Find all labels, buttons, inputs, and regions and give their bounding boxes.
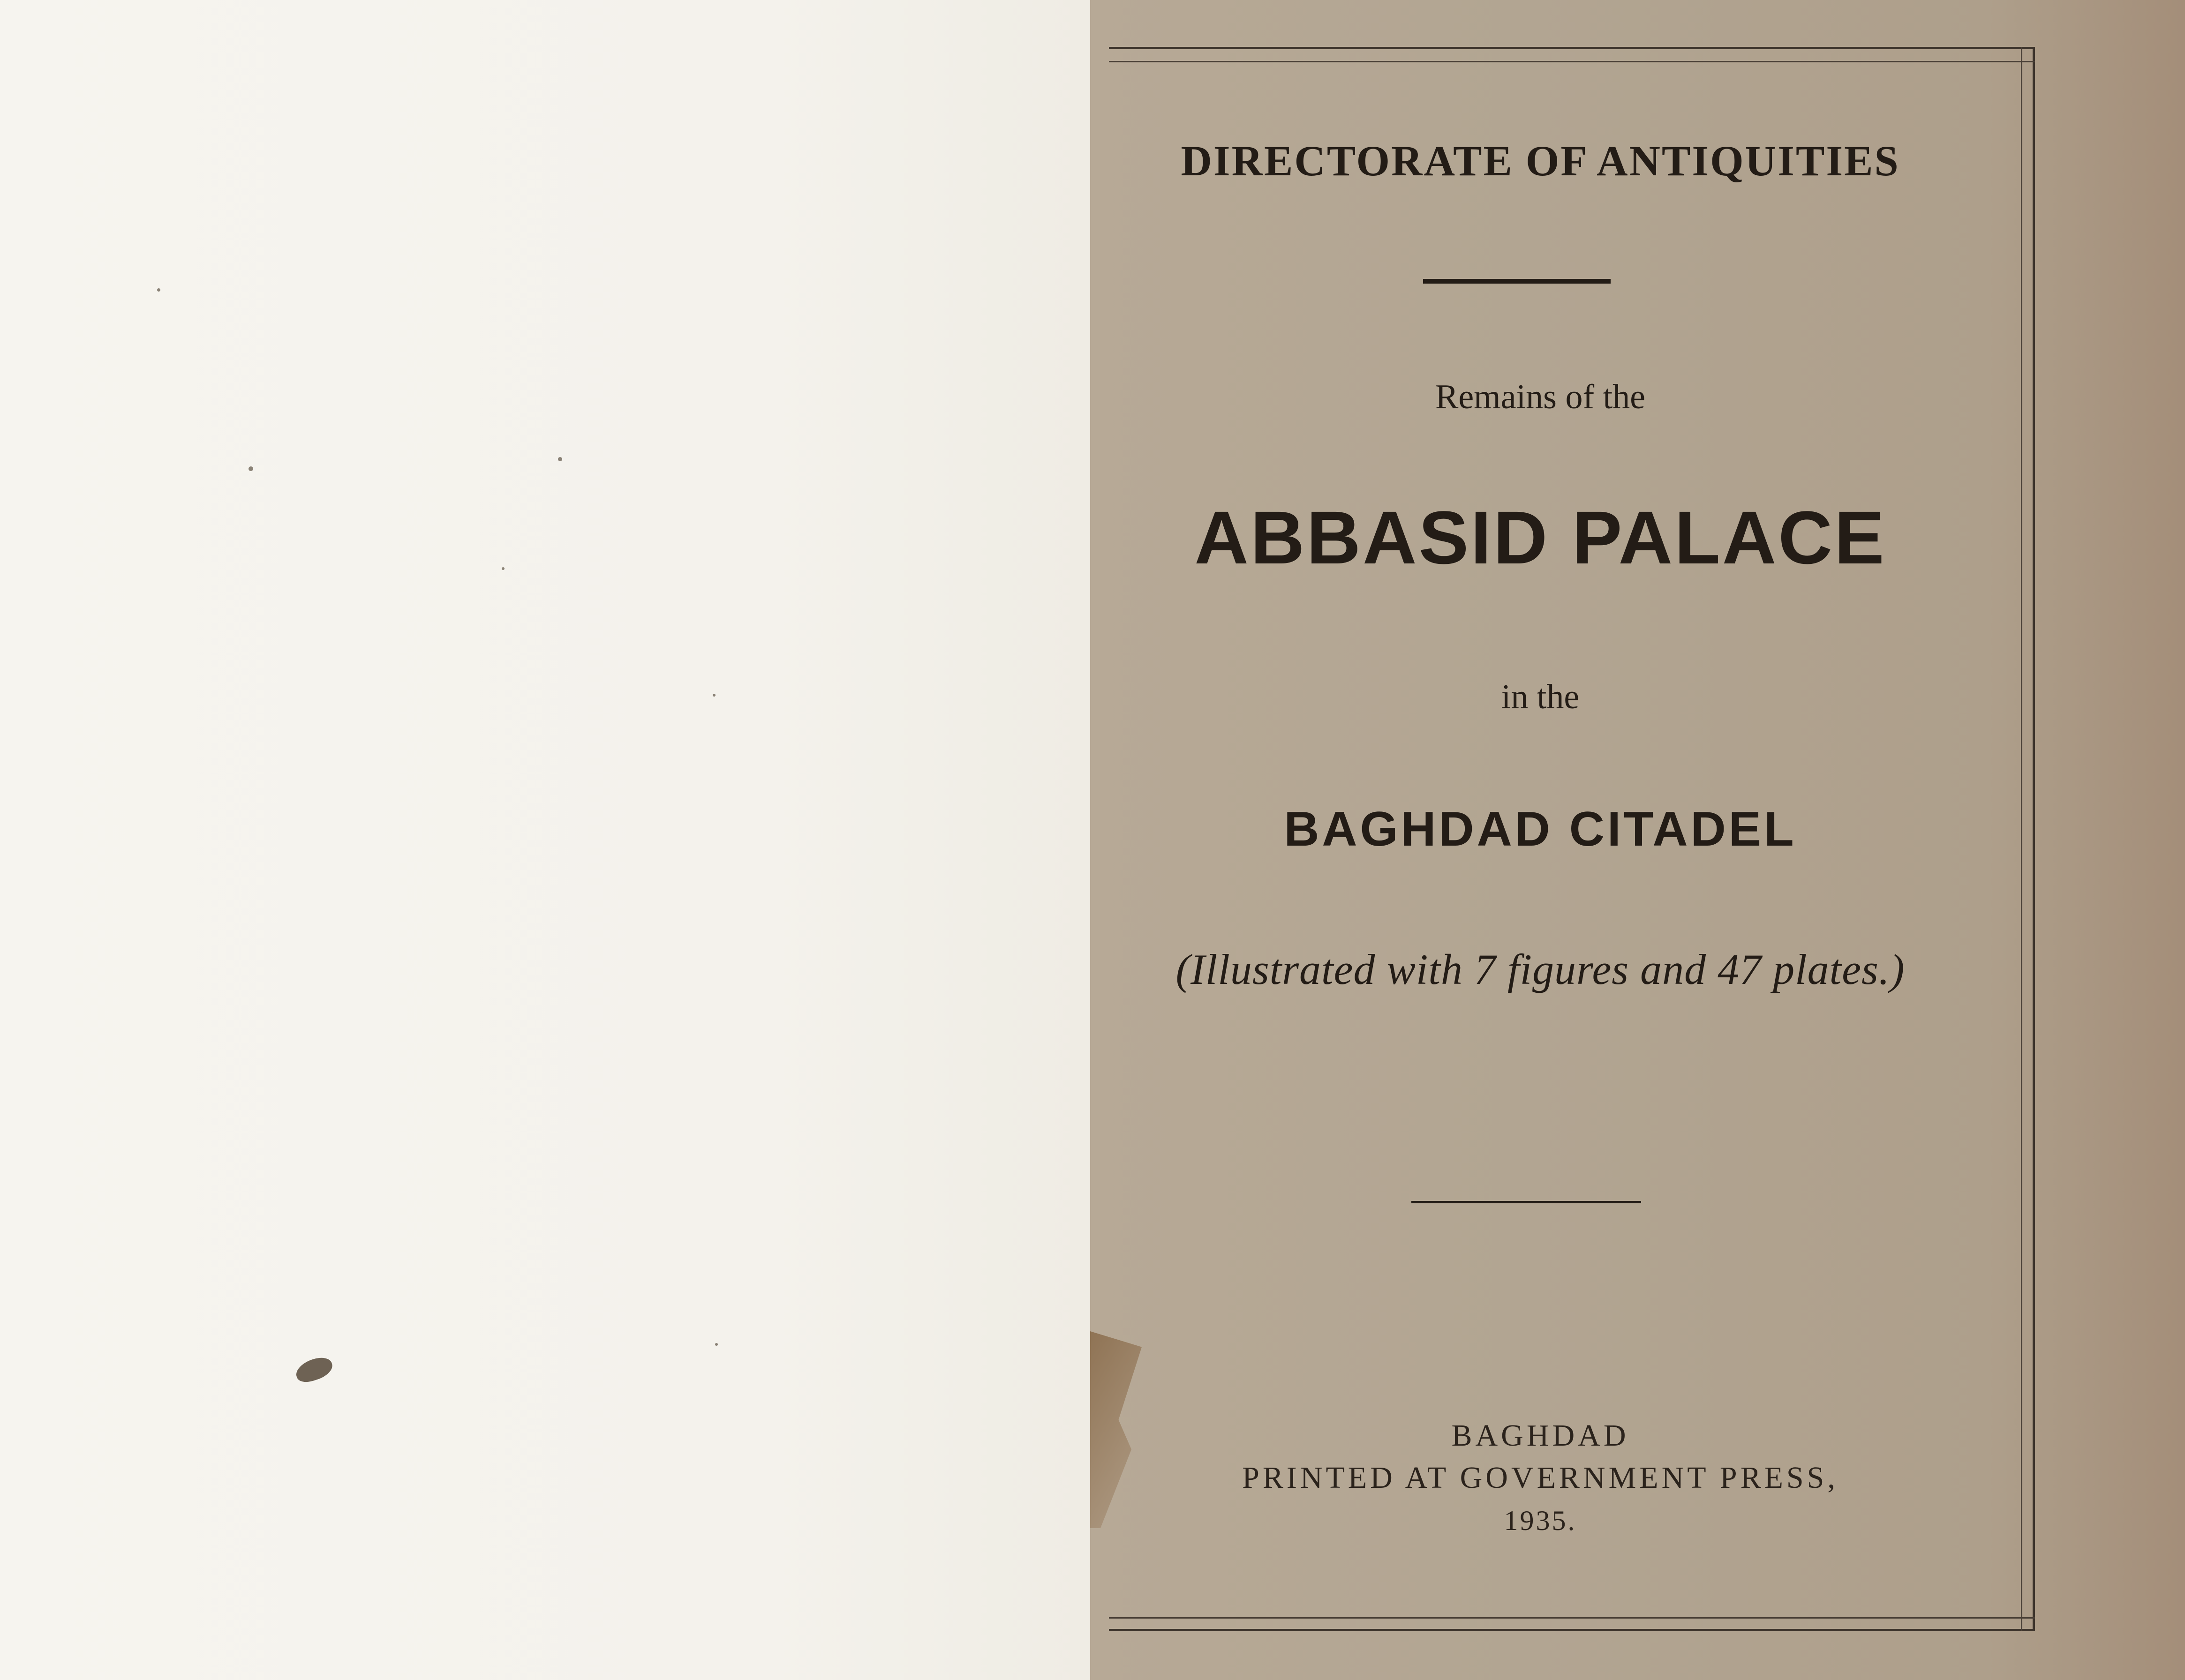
book-cover	[1090, 0, 2185, 1680]
bottom-divider-rule	[1411, 1201, 1641, 1203]
paper-stain	[293, 1354, 335, 1386]
cover-border-inner-top	[1109, 61, 2035, 62]
location-heading: BAGHDAD CITADEL	[1284, 802, 1797, 856]
cover-border-inner-bottom	[1109, 1617, 2035, 1619]
imprint-year: 1935.	[1504, 1505, 1577, 1536]
paper-speck	[713, 694, 716, 697]
paper-speck	[715, 1343, 718, 1346]
organization-heading: DIRECTORATE OF ANTIQUITIES	[1181, 137, 1900, 185]
subtitle-in-the: in the	[1501, 678, 1580, 716]
paper-speck	[558, 457, 562, 461]
illustration-note: (Illustrated with 7 figures and 47 plates.)	[1175, 945, 1905, 993]
imprint-city: BAGHDAD	[1451, 1418, 1629, 1453]
top-divider-rule	[1423, 279, 1611, 284]
subtitle-remains: Remains of the	[1435, 378, 1645, 416]
cover-title: ABBASID PALACE	[1194, 495, 1886, 579]
imprint-press: PRINTED AT GOVERNMENT PRESS,	[1242, 1461, 1838, 1495]
paper-speck	[157, 288, 160, 292]
cover-border-inner-right	[2021, 47, 2022, 1631]
paper-speck	[249, 466, 253, 471]
blank-left-page	[0, 0, 1090, 1680]
paper-speck	[502, 567, 505, 570]
